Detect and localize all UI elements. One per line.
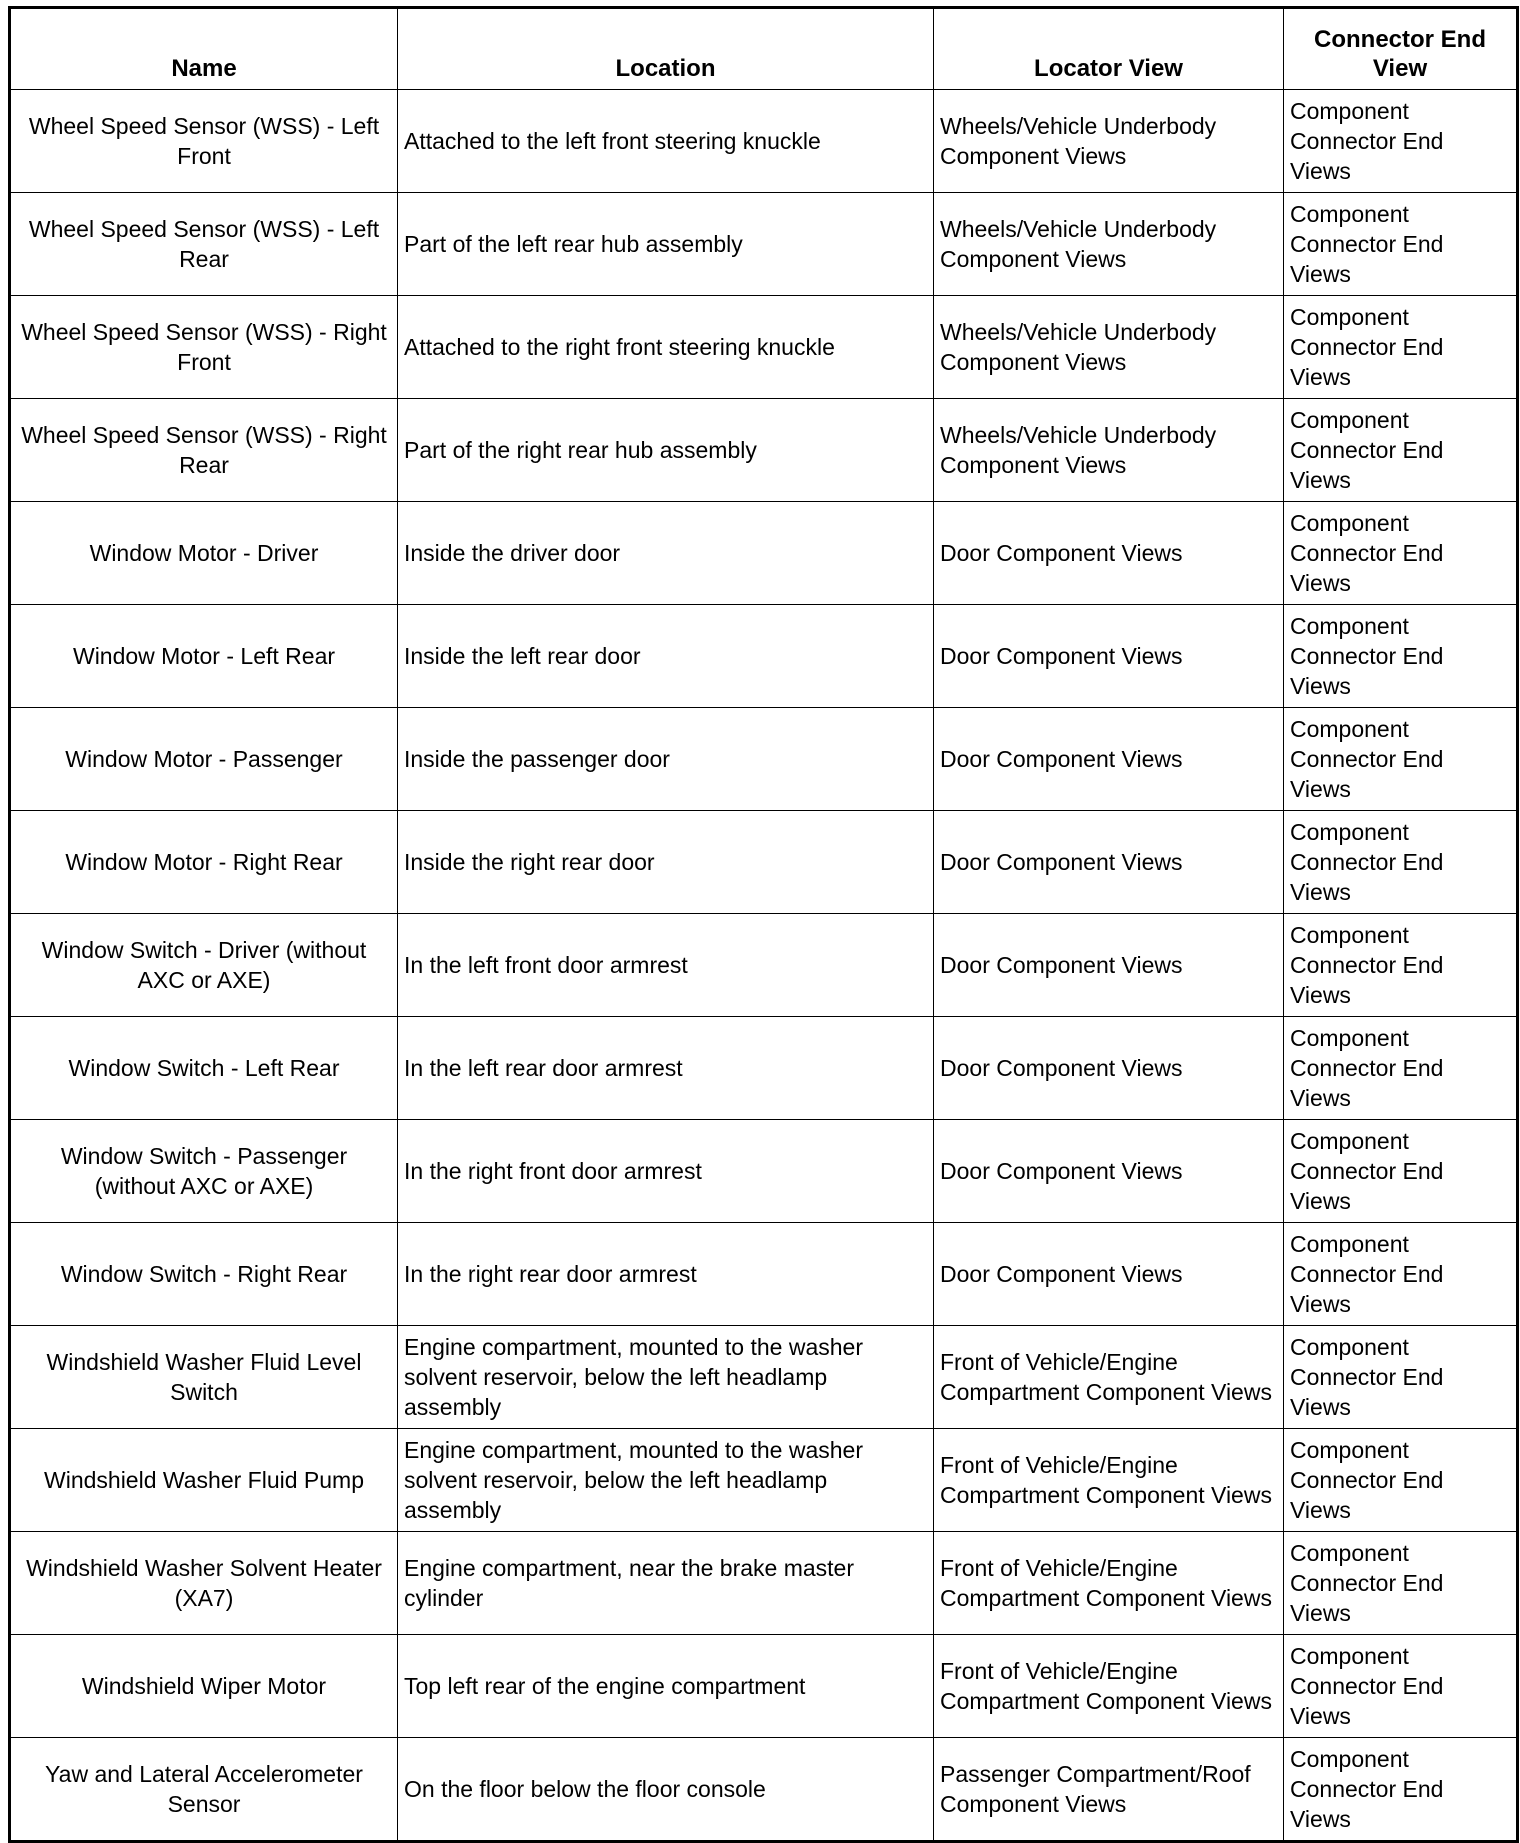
cell-locator-view: Door Component Views [934,502,1284,605]
cell-locator-view: Wheels/Vehicle Underbody Component Views [934,193,1284,296]
cell-connector-end-view: Component Connector End Views [1284,1532,1518,1635]
cell-name: Windshield Washer Solvent Heater (XA7) [10,1532,398,1635]
cell-name: Window Motor - Driver [10,502,398,605]
cell-locator-view: Front of Vehicle/Engine Compartment Component Views [934,1326,1284,1429]
header-name: Name [10,8,398,90]
cell-location: In the left rear door armrest [398,1017,934,1120]
cell-location: Engine compartment, mounted to the washer solvent reservoir, below the left headlamp assembly [398,1326,934,1429]
cell-connector-end-view: Component Connector End Views [1284,1120,1518,1223]
cell-connector-end-view: Component Connector End Views [1284,1017,1518,1120]
cell-location: Part of the left rear hub assembly [398,193,934,296]
table-row [10,605,1518,708]
table-row [10,708,1518,811]
cell-locator-view: Passenger Compartment/Roof Component Views [934,1738,1284,1842]
cell-name: Window Switch - Driver (without AXC or AXE) [10,914,398,1017]
cell-name: Wheel Speed Sensor (WSS) - Left Rear [10,193,398,296]
table-row [10,1635,1518,1738]
table-row [10,502,1518,605]
cell-location: On the floor below the floor console [398,1738,934,1842]
cell-location: Top left rear of the engine compartment [398,1635,934,1738]
cell-name: Window Switch - Passenger (without AXC or AXE) [10,1120,398,1223]
cell-location: Inside the left rear door [398,605,934,708]
cell-location: Attached to the right front steering knuckle [398,296,934,399]
cell-connector-end-view: Component Connector End Views [1284,605,1518,708]
cell-locator-view: Door Component Views [934,1223,1284,1326]
cell-name: Window Motor - Left Rear [10,605,398,708]
table-row [10,811,1518,914]
table-row [10,1532,1518,1635]
header-row [10,8,1518,90]
cell-location: Inside the driver door [398,502,934,605]
cell-locator-view: Wheels/Vehicle Underbody Component Views [934,90,1284,193]
cell-location: In the left front door armrest [398,914,934,1017]
cell-name: Wheel Speed Sensor (WSS) - Left Front [10,90,398,193]
table-row [10,1223,1518,1326]
cell-locator-view: Wheels/Vehicle Underbody Component Views [934,399,1284,502]
cell-locator-view: Door Component Views [934,1017,1284,1120]
table-row [10,1120,1518,1223]
header-location: Location [398,8,934,90]
table-row [10,90,1518,193]
cell-name: Windshield Washer Fluid Pump [10,1429,398,1532]
cell-locator-view: Door Component Views [934,811,1284,914]
cell-name: Yaw and Lateral Accelerometer Sensor [10,1738,398,1842]
cell-locator-view: Door Component Views [934,708,1284,811]
table-header [10,8,1518,90]
table-row [10,1017,1518,1120]
cell-locator-view: Door Component Views [934,1120,1284,1223]
cell-name: Window Switch - Left Rear [10,1017,398,1120]
cell-connector-end-view: Component Connector End Views [1284,502,1518,605]
cell-name: Window Switch - Right Rear [10,1223,398,1326]
table-row [10,399,1518,502]
cell-connector-end-view: Component Connector End Views [1284,193,1518,296]
table-row [10,296,1518,399]
cell-name: Windshield Wiper Motor [10,1635,398,1738]
cell-location: Engine compartment, near the brake master cylinder [398,1532,934,1635]
cell-connector-end-view: Component Connector End Views [1284,399,1518,502]
cell-location: Part of the right rear hub assembly [398,399,934,502]
cell-locator-view: Front of Vehicle/Engine Compartment Component Views [934,1635,1284,1738]
header-connector-end-view: Connector End View [1284,8,1518,90]
cell-connector-end-view: Component Connector End Views [1284,914,1518,1017]
cell-name: Wheel Speed Sensor (WSS) - Right Front [10,296,398,399]
cell-connector-end-view: Component Connector End Views [1284,1429,1518,1532]
table-row [10,914,1518,1017]
cell-name: Window Motor - Right Rear [10,811,398,914]
cell-location: In the right rear door armrest [398,1223,934,1326]
cell-connector-end-view: Component Connector End Views [1284,1635,1518,1738]
cell-connector-end-view: Component Connector End Views [1284,90,1518,193]
table-row [10,1326,1518,1429]
cell-connector-end-view: Component Connector End Views [1284,1326,1518,1429]
cell-location: Inside the right rear door [398,811,934,914]
cell-location: Inside the passenger door [398,708,934,811]
cell-locator-view: Front of Vehicle/Engine Compartment Component Views [934,1532,1284,1635]
cell-locator-view: Door Component Views [934,605,1284,708]
cell-location: Engine compartment, mounted to the washer solvent reservoir, below the left headlamp assembly [398,1429,934,1532]
cell-locator-view: Front of Vehicle/Engine Compartment Component Views [934,1429,1284,1532]
cell-location: Attached to the left front steering knuckle [398,90,934,193]
cell-name: Windshield Washer Fluid Level Switch [10,1326,398,1429]
cell-connector-end-view: Component Connector End Views [1284,1223,1518,1326]
table-row [10,1429,1518,1532]
cell-locator-view: Door Component Views [934,914,1284,1017]
cell-connector-end-view: Component Connector End Views [1284,296,1518,399]
cell-name: Window Motor - Passenger [10,708,398,811]
cell-connector-end-view: Component Connector End Views [1284,811,1518,914]
cell-location: In the right front door armrest [398,1120,934,1223]
cell-locator-view: Wheels/Vehicle Underbody Component Views [934,296,1284,399]
cell-connector-end-view: Component Connector End Views [1284,708,1518,811]
header-locator-view: Locator View [934,8,1284,90]
table-body [10,90,1518,1842]
cell-connector-end-view: Component Connector End Views [1284,1738,1518,1842]
component-locator-table [8,6,1519,1843]
cell-name: Wheel Speed Sensor (WSS) - Right Rear [10,399,398,502]
table-row [10,193,1518,296]
